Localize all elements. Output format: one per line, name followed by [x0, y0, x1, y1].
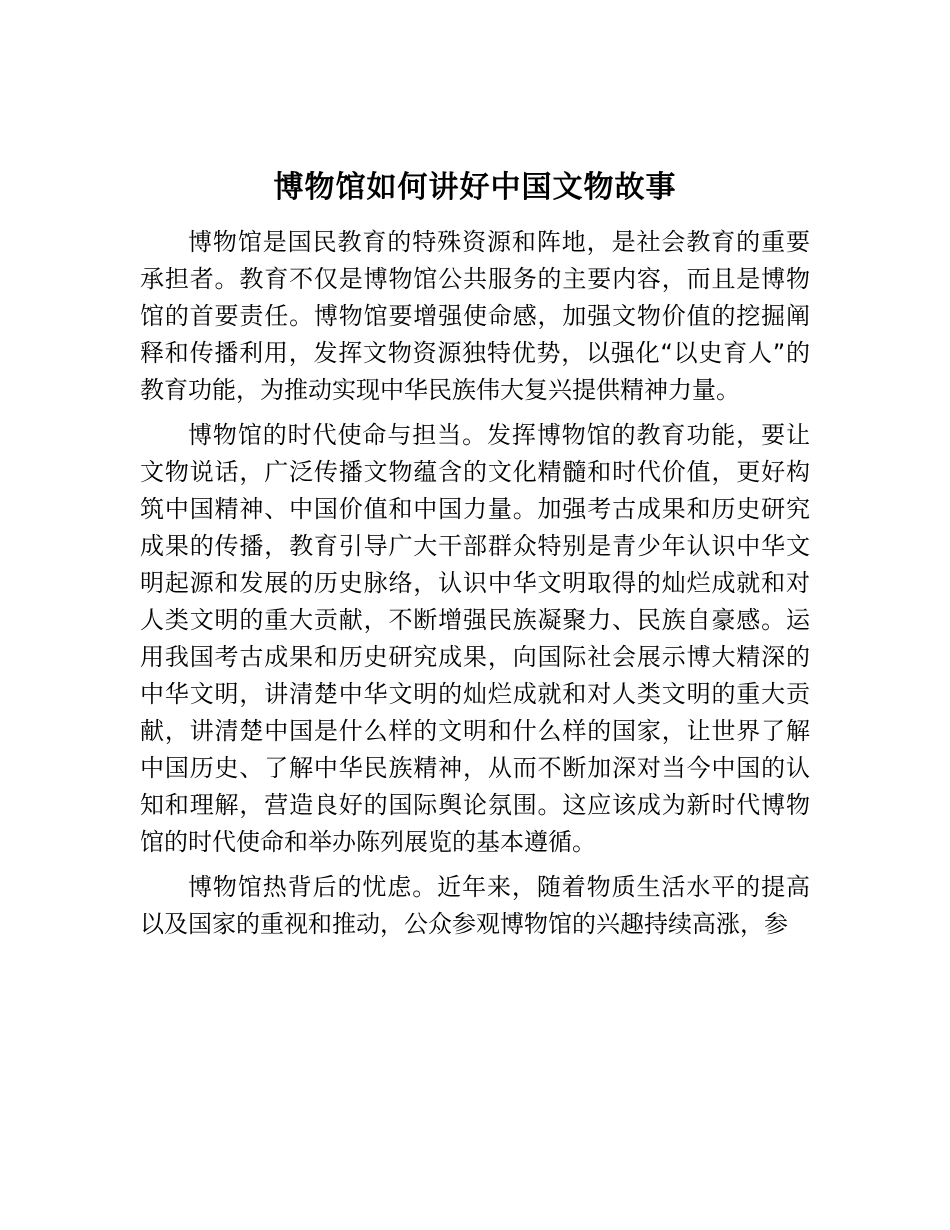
- document-title: 博物馆如何讲好中国文物故事: [273, 170, 677, 205]
- paragraph: 博物馆的时代使命与担当。发挥博物馆的教育功能，要让文物说话，广泛传播文物蕴含的文化精髓和时代价值，更好构筑中国精神、中国价值和中国力量。加强考古成果和历史研究成果的传播，教育引导广大干部群众特别是青少年认识中华文明起源和发展的历史脉络，认识中华文明取得的灿烂成就和对人类文明的重大贡献，不断增强民族凝聚力、民族自豪感。运用我国考古成果和历史研究成果，向国际社会展示博大精深的中华文明，讲清楚中华文明的灿烂成就和对人类文明的重大贡献，讲清楚中国是什么样的文明和什么样的国家，让世界了解中国历史、了解中华民族精神，从而不断加深对当今中国的认知和理解，营造良好的国际舆论氛围。这应该成为新时代博物馆的时代使命和举办陈列展览的基本遵循。: [140, 421, 810, 856]
- paragraph: 博物馆是国民教育的特殊资源和阵地，是社会教育的重要承担者。教育不仅是博物馆公共服务的主要内容，而且是博物馆的首要责任。博物馆要增强使命感，加强文物价值的挖掘阐释和传播利用，发挥文物资源独特优势，以强化“以史育人”的教育功能，为推动实现中华民族伟大复兴提供精神力量。: [140, 228, 810, 404]
- paragraph: 博物馆热背后的忧虑。近年来，随着物质生活水平的提高以及国家的重视和推动，公众参观博物馆的兴趣持续高涨，参: [140, 873, 810, 938]
- document-body: [140, 224, 810, 951]
